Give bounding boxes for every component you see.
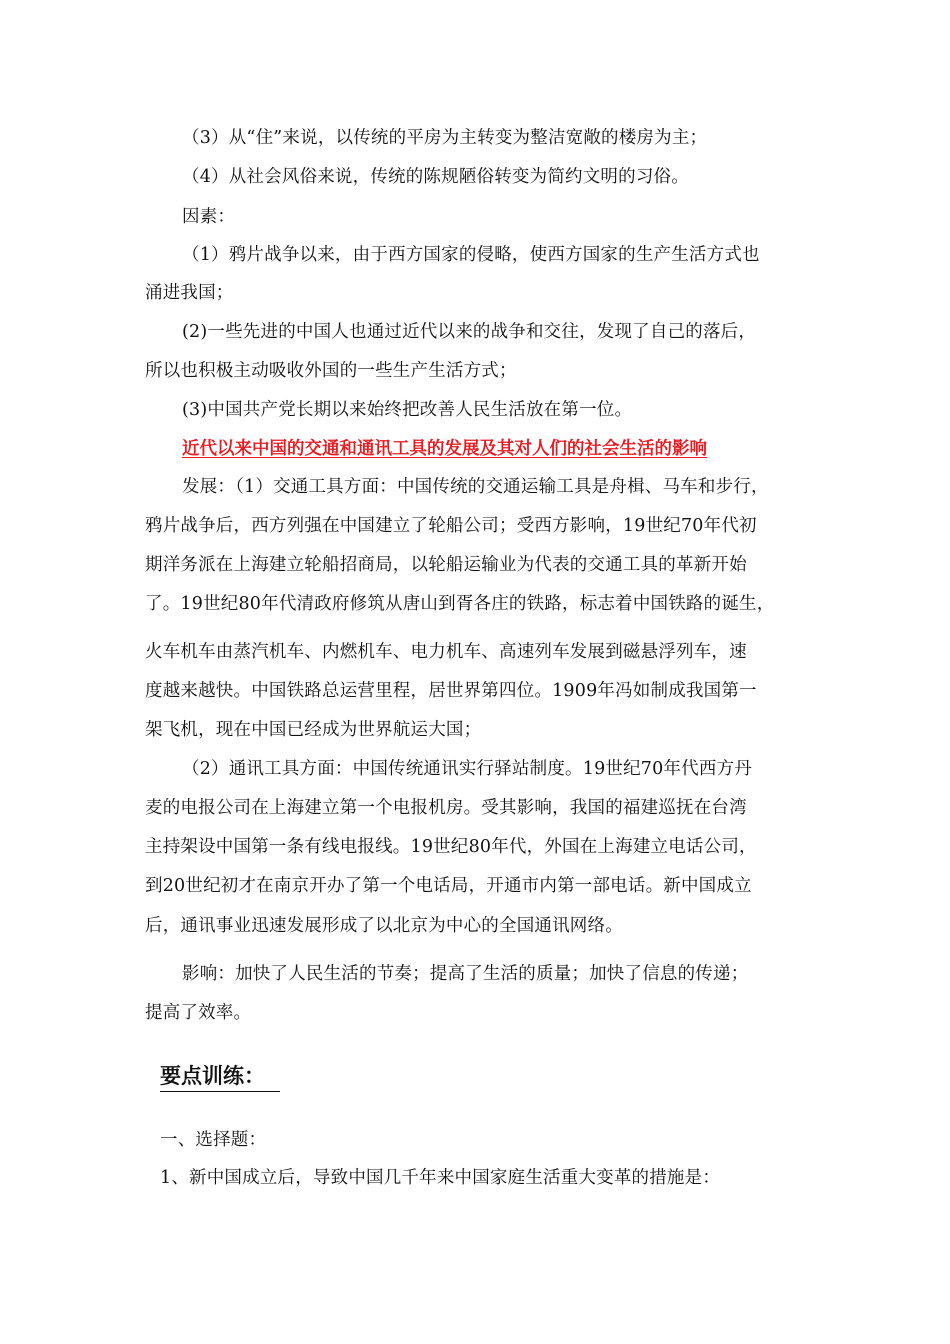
paragraph-line: (2)一些先进的中国人也通过近代以来的战争和交往，发现了自己的落后， bbox=[182, 322, 757, 342]
paragraph-line: 到20世纪初才在南京开办了第一个电话局，开通市内第一部电话。新中国成立 bbox=[145, 876, 752, 896]
paragraph-line: 主持架设中国第一条有线电报线。19世纪80年代，外国在上海建立电话公司， bbox=[145, 837, 757, 857]
paragraph-line: （2）通讯工具方面：中国传统通讯实行驿站制度。19世纪70年代西方丹 bbox=[182, 759, 752, 779]
paragraph-line: (3)中国共产党长期以来始终把改善人民生活放在第一位。 bbox=[182, 400, 633, 420]
paragraph-line: 因素： bbox=[182, 207, 236, 227]
red-section-title: 近代以来中国的交通和通讯工具的发展及其对人们的社会生活的影响 bbox=[182, 439, 707, 459]
paragraph-line: 鸦片战争后，西方列强在中国建立了轮船公司；受西方影响，19世纪70年代初 bbox=[145, 516, 757, 536]
paragraph-line: 后，通讯事业迅速发展形成了以北京为中心的全国通讯网络。 bbox=[145, 916, 623, 936]
section-heading: 要点训练： bbox=[160, 1063, 265, 1088]
question-item: 1、新中国成立后，导致中国几千年来中国家庭生活重大变革的措施是： bbox=[160, 1168, 721, 1188]
paragraph-line: 架飞机，现在中国已经成为世界航运大国； bbox=[145, 720, 482, 740]
paragraph-line: （3）从“住”来说，以传统的平房为主转变为整洁宽敞的楼房为主； bbox=[182, 128, 708, 148]
heading-underline bbox=[160, 1091, 280, 1092]
paragraph-line: 了。19世纪80年代清政府修筑从唐山到胥各庄的铁路，标志着中国铁路的诞生， bbox=[145, 594, 775, 614]
question-section-label: 一、选择题： bbox=[160, 1130, 267, 1150]
paragraph-line: 期洋务派在上海建立轮船招商局，以轮船运输业为代表的交通工具的革新开始 bbox=[145, 555, 747, 575]
paragraph-line: 影响：加快了人民生活的节奏；提高了生活的质量；加快了信息的传递； bbox=[182, 964, 749, 984]
paragraph-line: 麦的电报公司在上海建立第一个电报机房。受其影响，我国的福建巡抚在台湾 bbox=[145, 798, 747, 818]
paragraph-line: 火车机车由蒸汽机车、内燃机车、电力机车、高速列车发展到磁悬浮列车，速 bbox=[145, 642, 747, 662]
paragraph-line: 度越来越快。中国铁路总运营里程，居世界第四位。1909年冯如制成我国第一 bbox=[145, 681, 757, 701]
paragraph-line: 所以也积极主动吸收外国的一些生产生活方式； bbox=[145, 361, 517, 381]
paragraph-line: 发展：（1）交通工具方面：中国传统的交通运输工具是舟楫、马车和步行， bbox=[182, 477, 769, 497]
paragraph-line: （1）鸦片战争以来，由于西方国家的侵略，使西方国家的生产生活方式也 bbox=[182, 245, 760, 265]
paragraph-line: 提高了效率。 bbox=[145, 1003, 252, 1023]
paragraph-line: （4）从社会风俗来说，传统的陈规陋俗转变为简约文明的习俗。 bbox=[182, 167, 689, 187]
paragraph-line: 涌进我国； bbox=[145, 283, 234, 303]
